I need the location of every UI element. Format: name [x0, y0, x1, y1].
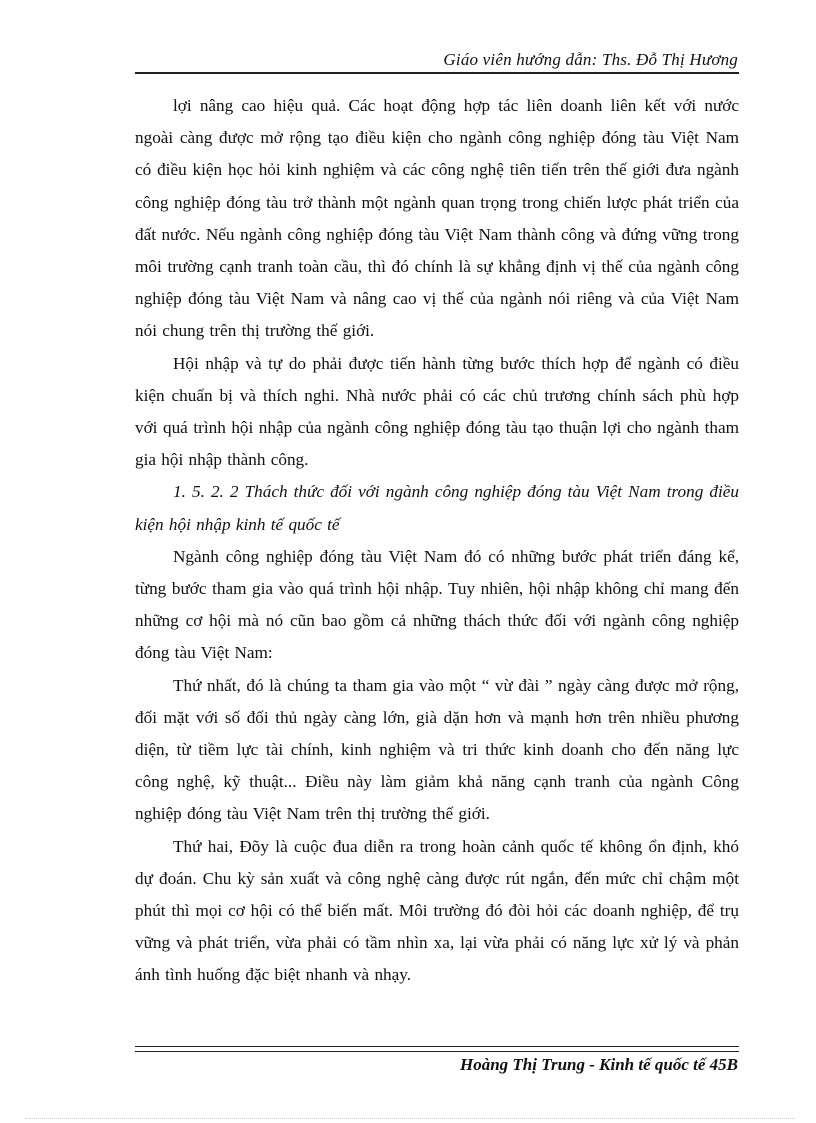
- header-divider: [135, 72, 739, 74]
- paragraph-4: Thứ nhất, đó là chúng ta tham gia vào một “ vừ đài ” ngày càng được mở rộng, đối mặt với số đối thủ ngày càng lớn, già dặn hơn và mạnh hơn trên nhiều phương diện, từ tiềm lực tài chính, kinh nghiệm và tri thức kinh doanh cho đến năng lực công nghệ, kỹ thuật... Điều này làm giảm khả năng cạnh tranh của ngành Công nghiệp đóng tàu Việt Nam trên thị trường thế giới.: [135, 675, 739, 824]
- paragraph-3: Ngành công nghiệp đóng tàu Việt Nam đó có những bước phát triển đáng kể, từng bước tham gia vào quá trình hội nhập. Tuy nhiên, hội nhập không chỉ mang đến những cơ hội mà nó cũn bao gồm cả những thách thức đối với ngành công nghiệp đóng tàu Việt Nam:: [135, 546, 739, 663]
- footer-divider-thick: [135, 1046, 739, 1047]
- page-bottom-edge: [25, 1118, 795, 1119]
- footer-divider-thin: [135, 1051, 739, 1052]
- document-body: [135, 90, 739, 992]
- paragraph-2: Hội nhập và tự do phải được tiến hành từng bước thích hợp để ngành có điều kiện chuẩn bị và thích nghi. Nhà nước phải có các chủ trương chính sách phù hợp với quá trình hội nhập của ngành công nghiệp đóng tàu tạo thuận lợi cho ngành tham gia hội nhập thành công.: [135, 353, 739, 470]
- page-footer-text: Hoàng Thị Trung - Kinh tế quốc tế 45B: [459, 1055, 738, 1074]
- section-heading-1-5-2-2: 1. 5. 2. 2 Thách thức đối với ngành công nghiệp đóng tàu Việt Nam trong điều kiện hội nhập kinh tế quốc tế: [135, 482, 739, 534]
- paragraph-1: lợi nâng cao hiệu quả. Các hoạt động hợp tác liên doanh liên kết với nước ngoài càng được mở rộng tạo điều kiện cho ngành công nghiệp đóng tàu Việt Nam có điều kiện học hỏi kinh nghiệm và các công nghệ tiên tiến trên thế giới đưa ngành công nghiệp đóng tàu trở thành một ngành quan trọng trong chiến lược phát triển của đất nước. Nếu ngành công nghiệp đóng tàu Việt Nam thành công và đứng vững trong môi trường cạnh tranh toàn cầu, thì đó chính là sự khẳng định vị thế của ngành công nghiệp đóng tàu Việt Nam và nâng cao vị thế của ngành nói riêng và của Việt Nam nói chung trên thị trường thế giới.: [135, 96, 739, 341]
- page-header-text: Giáo viên hướng dẫn: Ths. Đỗ Thị Hương: [443, 50, 738, 69]
- paragraph-5: Thứ hai, Đõy là cuộc đua diễn ra trong hoàn cảnh quốc tế không ổn định, khó dự đoán. Chu kỳ sản xuất và công nghệ càng được rút ngắn, đến mức chỉ chậm một phút thì mọi cơ hội có thể biến mất. Môi trường đó đòi hỏi các doanh nghiệp, để trụ vững và phát triển, vừa phải có tầm nhìn xa, lại vừa phải có năng lực xử lý và phản ánh tình huống đặc biệt nhanh và nhạy.: [135, 836, 739, 985]
